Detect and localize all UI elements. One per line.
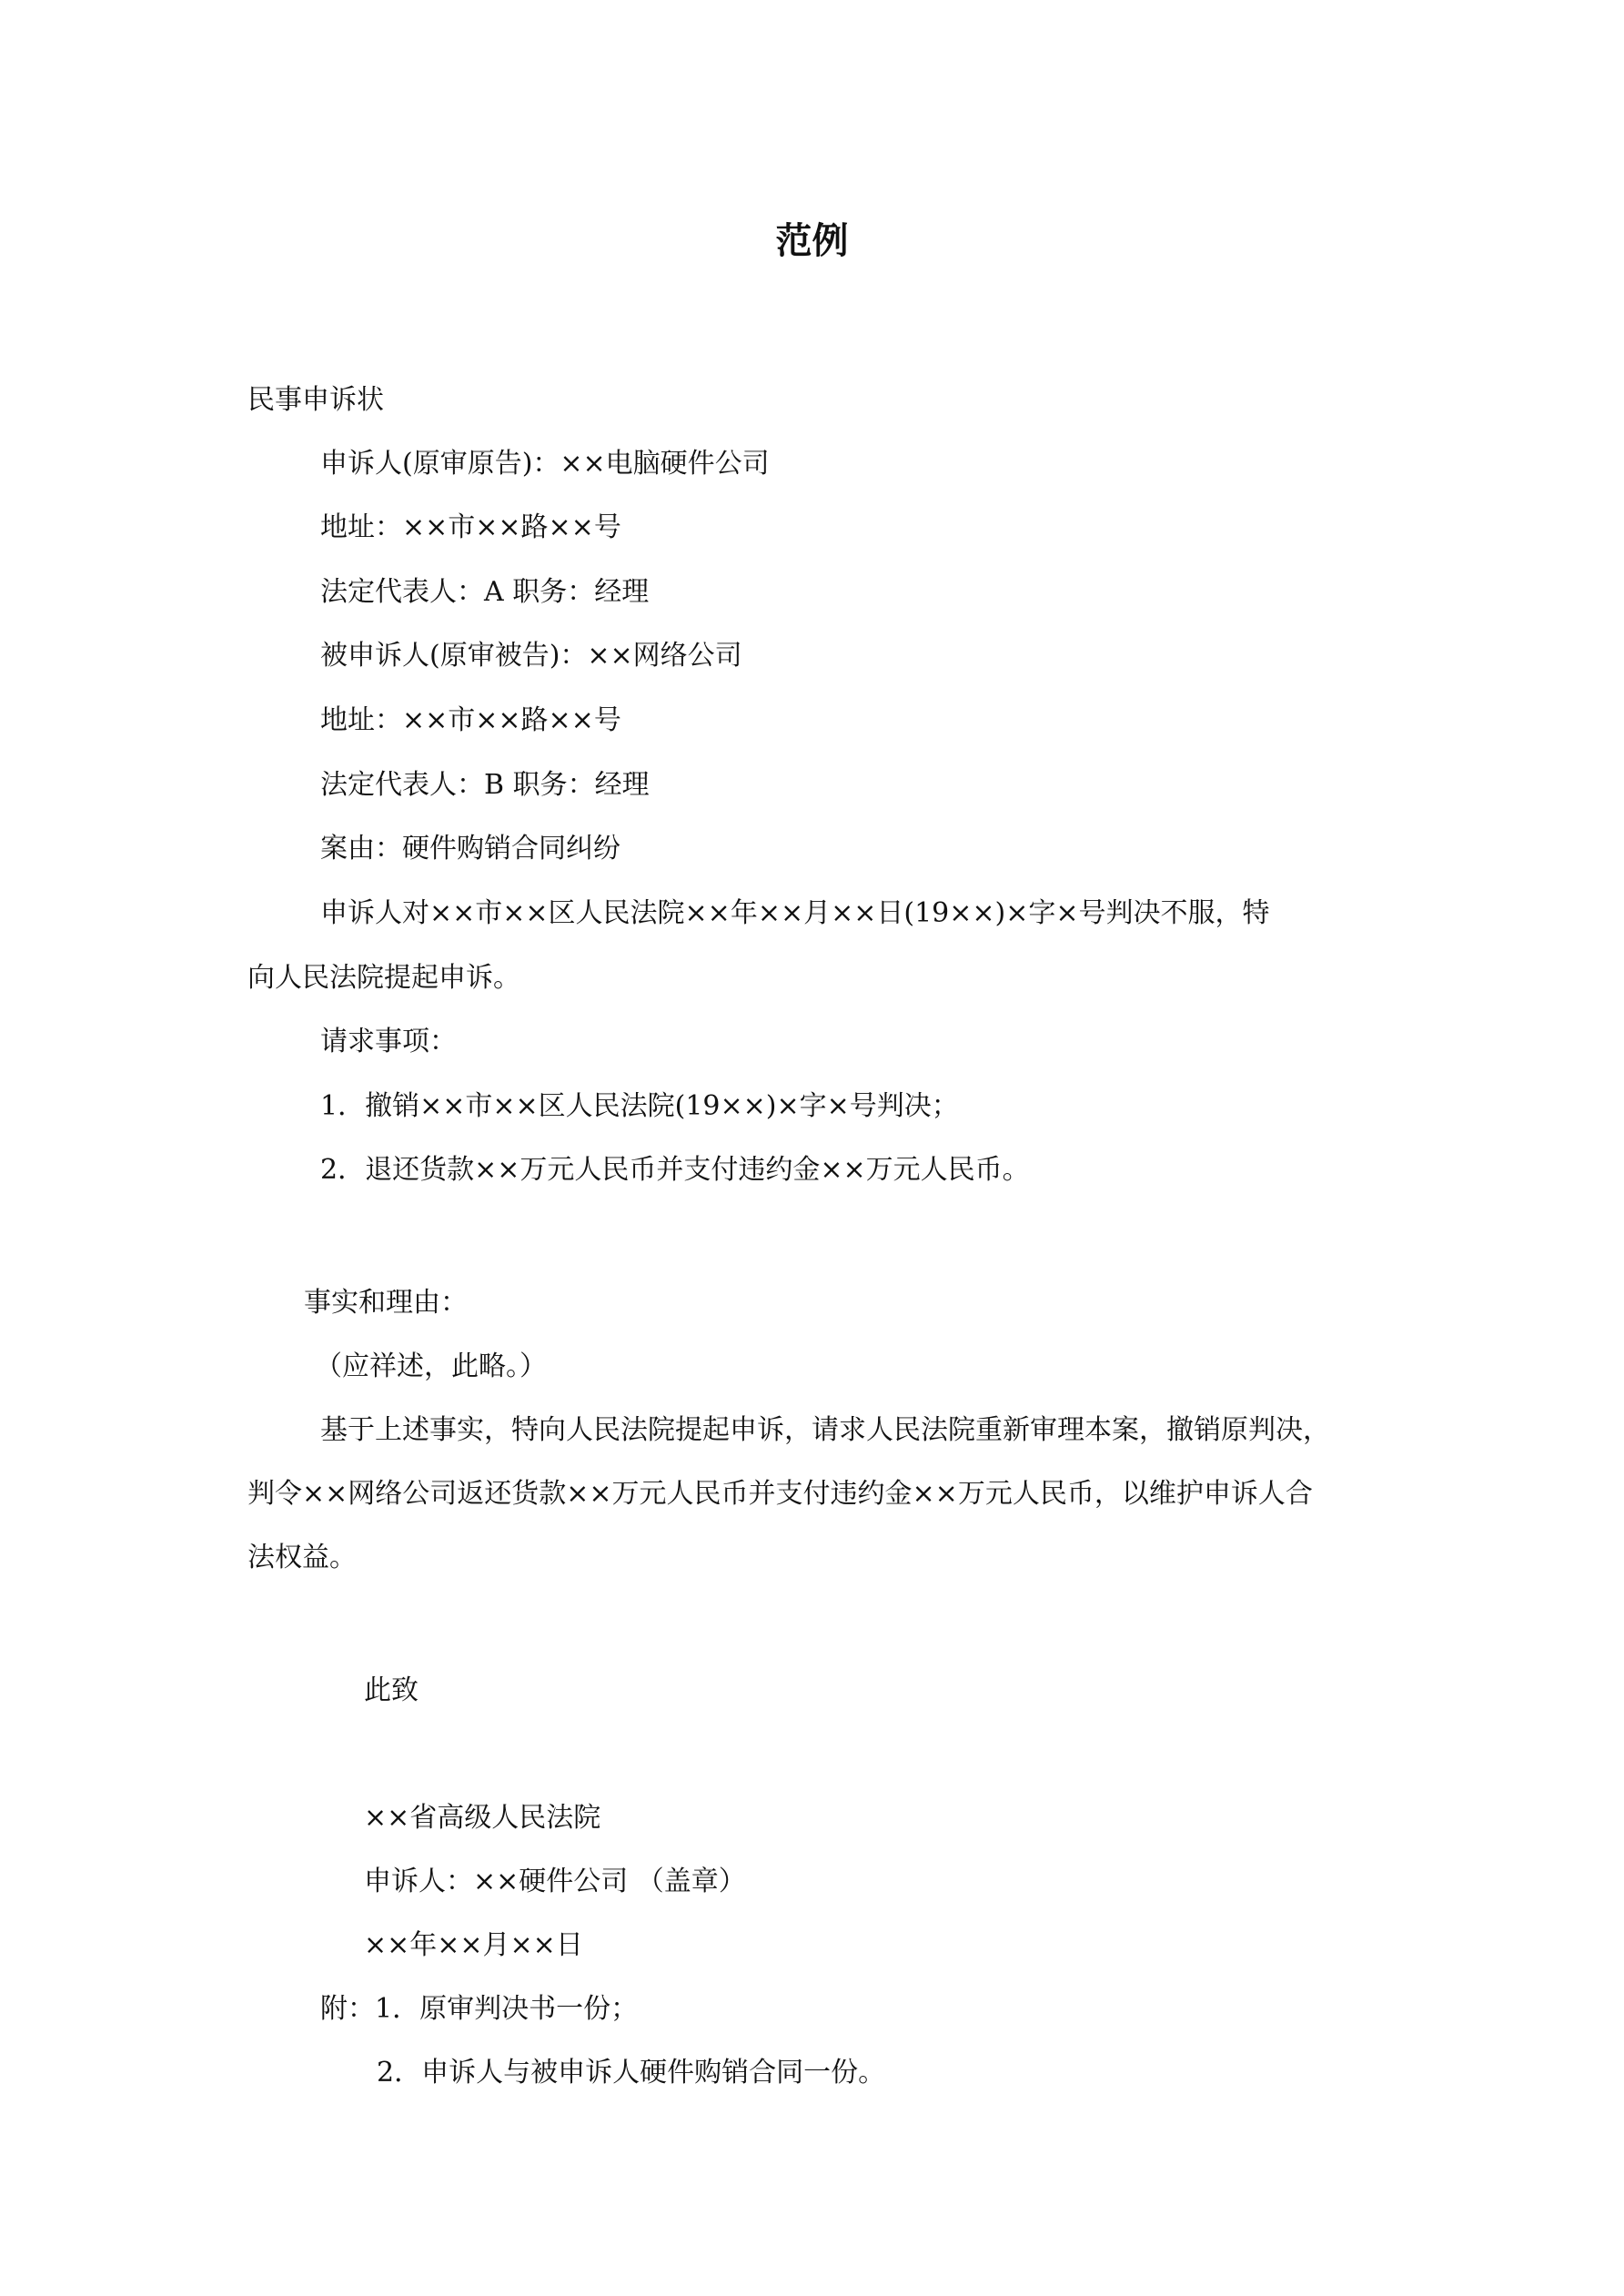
- appellant-address: 地址：××市××路××号: [320, 511, 621, 543]
- facts-line-2: 判令××网络公司返还货款××万元人民币并支付违约金××万元人民币，以维护申诉人合: [247, 1478, 1313, 1510]
- page-title: 范例: [775, 220, 849, 262]
- facts-line-1: 基于上述事实，特向人民法院提起申诉，请求人民法院重新审理本案，撤销原判决，: [320, 1414, 1330, 1446]
- recipient-court: ××省高级人民法院: [364, 1802, 601, 1834]
- appellant-name: 申诉人(原审原告)：××电脑硬件公司: [320, 448, 770, 480]
- requests-heading: 请求事项：: [320, 1026, 457, 1057]
- facts-heading: 事实和理由：: [304, 1287, 468, 1319]
- intro-line-2: 向人民法院提起申诉。: [247, 962, 520, 994]
- attachment-item-2: 2．申诉人与被申诉人硬件购销合同一份。: [377, 2057, 886, 2089]
- facts-note: （应祥述，此略。）: [315, 1350, 547, 1382]
- respondent-representative: 法定代表人：B 职务：经理: [320, 769, 650, 801]
- appellant-representative: 法定代表人：A 职务：经理: [320, 576, 650, 608]
- respondent-name: 被申诉人(原审被告)：××网络公司: [320, 640, 742, 672]
- closing-salutation: 此致: [364, 1674, 419, 1706]
- request-item-1: 1．撤销××市××区人民法院(19××)×字×号判决；: [320, 1090, 959, 1122]
- attachment-item-1: 附：1．原审判决书一份；: [320, 1993, 639, 2025]
- document-type: 民事申诉状: [247, 384, 384, 416]
- date-line: ××年××月××日: [364, 1929, 583, 1961]
- intro-line-1: 申诉人对××市××区人民法院××年××月××日(19××)×字×号判决不服，特: [320, 897, 1270, 929]
- signer-line: 申诉人：××硬件公司 （盖章）: [364, 1866, 746, 1897]
- respondent-address: 地址：××市××路××号: [320, 704, 621, 736]
- cause-of-action: 案由：硬件购销合同纠纷: [320, 833, 620, 865]
- request-item-2: 2．退还货款××万元人民币并支付违约金××万元人民币。: [320, 1154, 1030, 1186]
- facts-line-3: 法权益。: [247, 1542, 357, 1573]
